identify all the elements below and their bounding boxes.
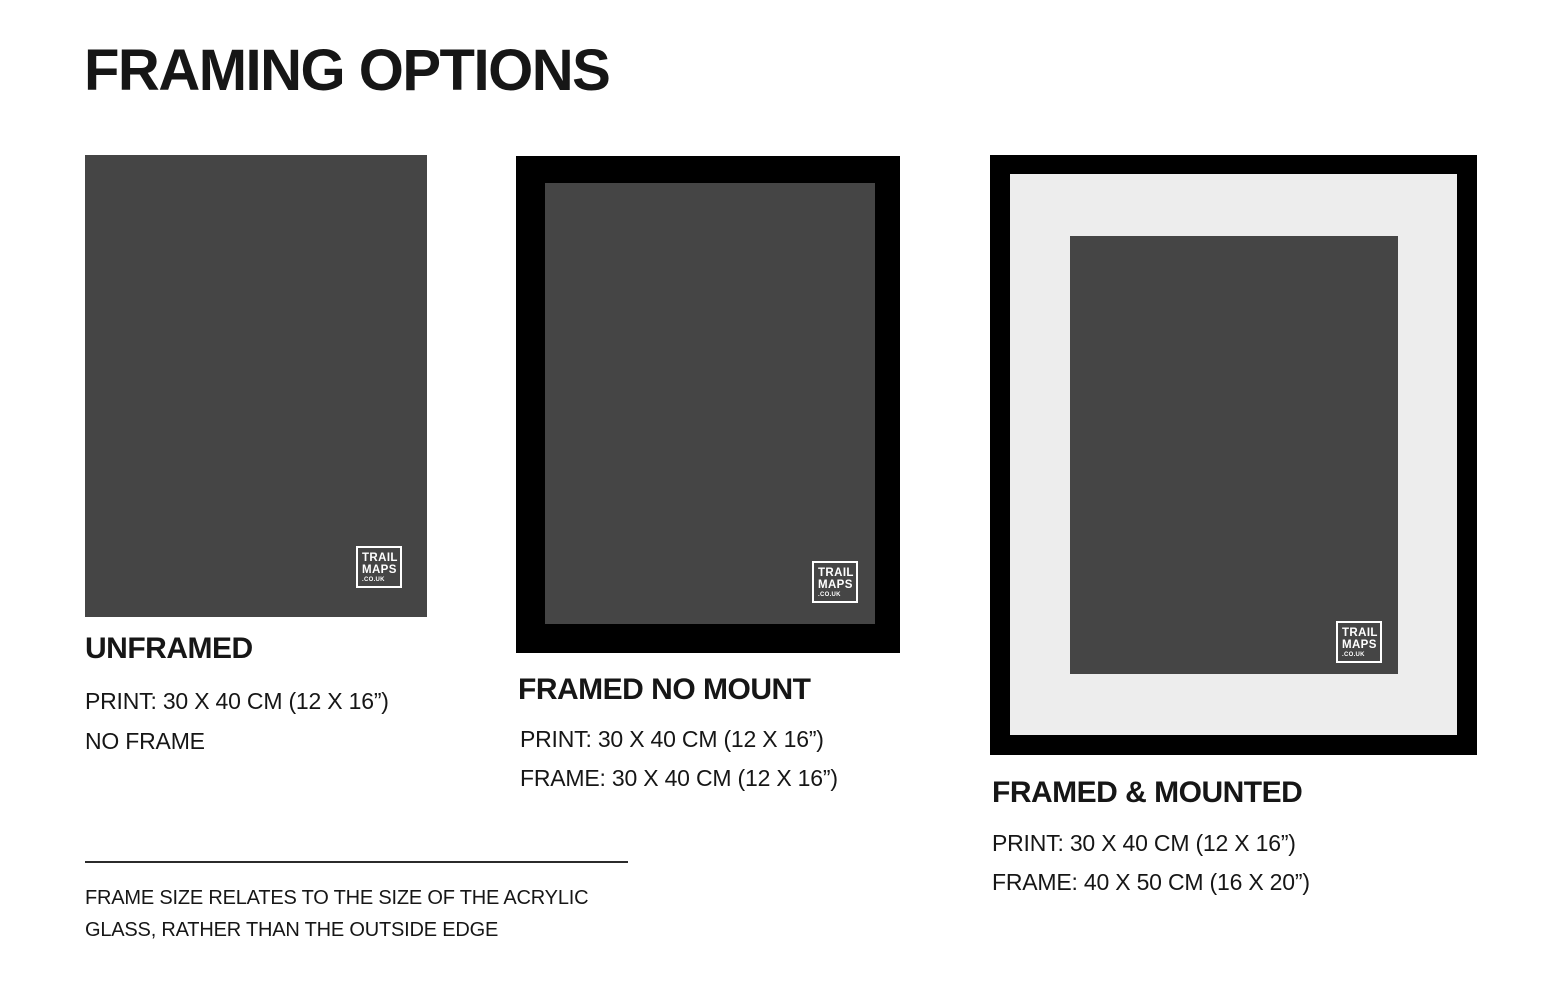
logo-line-maps: MAPS — [1342, 638, 1377, 651]
unframed-print-size: PRINT: 30 X 40 CM (12 X 16”) — [85, 688, 389, 714]
logo-line-trail: TRAIL — [818, 566, 854, 579]
trailmaps-logo — [812, 561, 858, 603]
framed-mounted-mount — [1010, 174, 1457, 735]
unframed-print-preview — [85, 155, 427, 617]
framed-no-mount-print-size: PRINT: 30 X 40 CM (12 X 16”) — [520, 726, 824, 752]
logo-line-couk: .CO.UK — [362, 576, 385, 583]
logo-line-maps: MAPS — [818, 578, 853, 591]
unframed-frame-size: NO FRAME — [85, 728, 205, 754]
framed-no-mount-print-preview — [545, 183, 875, 624]
footnote-line-1: FRAME SIZE RELATES TO THE SIZE OF THE ACRYLIC — [85, 887, 589, 909]
framed-mounted-print-size: PRINT: 30 X 40 CM (12 X 16”) — [992, 830, 1296, 856]
footnote-line-2: GLASS, RATHER THAN THE OUTSIDE EDGE — [85, 919, 499, 941]
logo-line-trail: TRAIL — [362, 551, 398, 564]
trailmaps-logo — [356, 546, 402, 588]
trailmaps-logo — [1336, 621, 1382, 663]
framed-mounted-print-preview — [1070, 236, 1398, 674]
page-title: FRAMING OPTIONS — [84, 38, 610, 103]
option-heading-unframed: UNFRAMED — [85, 632, 253, 665]
divider-line — [85, 861, 628, 863]
logo-line-maps: MAPS — [362, 563, 397, 576]
logo-line-trail: TRAIL — [1342, 626, 1378, 639]
logo-line-couk: .CO.UK — [818, 591, 841, 598]
logo-line-couk: .CO.UK — [1342, 651, 1365, 658]
framed-mounted-frame-size: FRAME: 40 X 50 CM (16 X 20”) — [992, 869, 1310, 895]
framed-mounted-frame — [990, 155, 1477, 755]
framed-no-mount-frame — [516, 156, 900, 653]
option-heading-framed-no-mount: FRAMED NO MOUNT — [518, 673, 811, 706]
option-heading-framed-mounted: FRAMED & MOUNTED — [992, 776, 1303, 809]
framed-no-mount-frame-size: FRAME: 30 X 40 CM (12 X 16”) — [520, 765, 838, 791]
